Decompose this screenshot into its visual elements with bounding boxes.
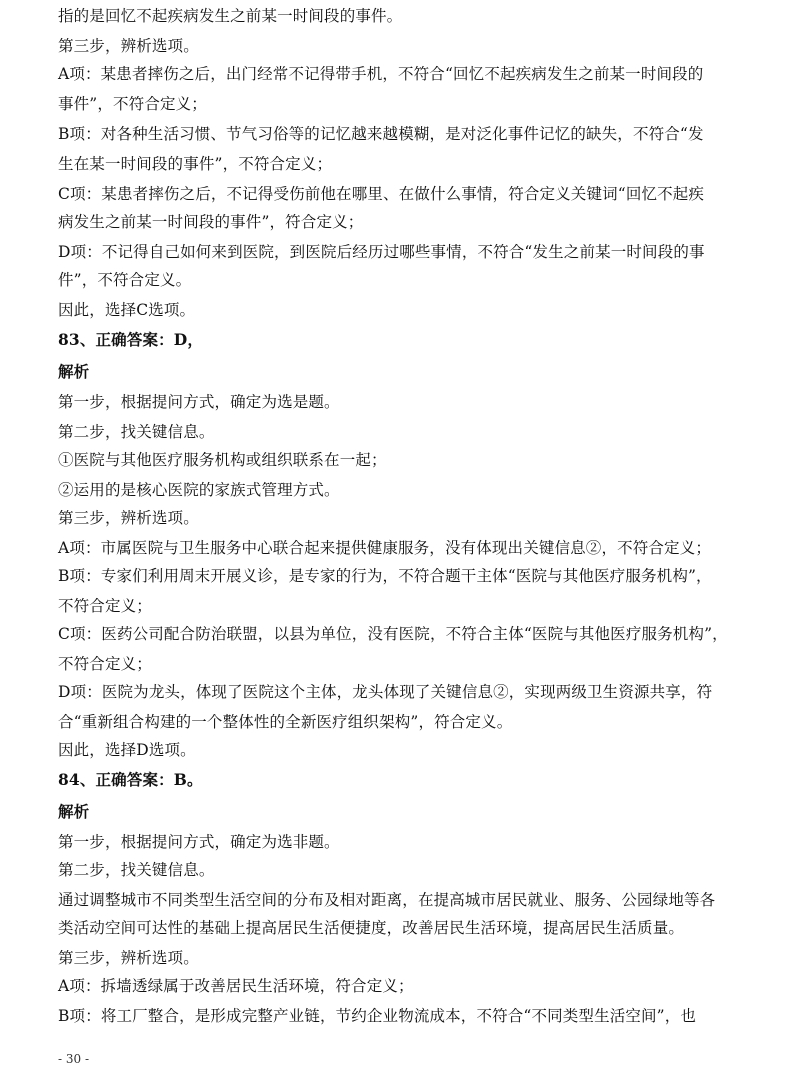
text-line: 第二步，找关键信息。 bbox=[58, 423, 215, 441]
text-line: 事件”，不符合定义； bbox=[58, 95, 207, 113]
text-line: ②运用的是核心医院的家族式管理方式。 bbox=[58, 481, 340, 499]
text-line: C项：某患者摔伤之后，不记得受伤前他在哪里、在做什么事情，符合定义关键词“回忆不起疾 bbox=[58, 185, 705, 203]
text-line: B项：将工厂整合，是形成完整产业链，节约企业物流成本，不符合“不同类型生活空间”，也 bbox=[58, 1007, 697, 1025]
text-line: A项：拆墙透绿属于改善居民生活环境，符合定义； bbox=[58, 977, 414, 995]
text-line: 类活动空间可达性的基础上提高居民生活便捷度，改善居民生活环境，提高居民生活质量。 bbox=[58, 919, 685, 937]
text-line: 第二步，找关键信息。 bbox=[58, 861, 215, 879]
text-line: ①医院与其他医疗服务机构或组织联系在一起； bbox=[58, 451, 387, 469]
text-line: C项：医药公司配合防治联盟，以县为单位，没有医院，不符合主体“医院与其他医疗服务机构”， bbox=[58, 625, 728, 643]
text-line: 生在某一时间段的事件”，不符合定义； bbox=[58, 155, 333, 173]
text-line: 通过调整城市不同类型生活空间的分布及相对距离，在提高城市居民就业、服务、公园绿地等各 bbox=[58, 891, 716, 909]
text-line: 第三步，辨析选项。 bbox=[58, 509, 199, 527]
text-line: 因此，选择D选项。 bbox=[58, 741, 196, 759]
text-line: B项：专家们利用周末开展义诊，是专家的行为，不符合题干主体“医院与其他医疗服务机构”， bbox=[58, 567, 712, 585]
text-line: 不符合定义； bbox=[58, 655, 152, 673]
text-line: 病发生之前某一时间段的事件”，符合定义； bbox=[58, 213, 364, 231]
text-line: D项：医院为龙头，体现了医院这个主体，龙头体现了关键信息②，实现两级卫生资源共享，符 bbox=[58, 683, 713, 701]
section-heading: 84、正确答案：B。 bbox=[58, 770, 203, 789]
page-number: - 30 - bbox=[58, 1052, 90, 1066]
text-line: 第三步，辨析选项。 bbox=[58, 949, 199, 967]
text-line: 指的是回忆不起疾病发生之前某一时间段的事件。 bbox=[58, 7, 403, 25]
text-line: D项：不记得自己如何来到医院，到医院后经历过哪些事情，不符合“发生之前某一时间段的事 bbox=[58, 243, 705, 261]
text-line: A项：市属医院与卫生服务中心联合起来提供健康服务，没有体现出关键信息②，不符合定义； bbox=[58, 539, 711, 557]
section-heading: 解析 bbox=[58, 802, 90, 821]
text-line: 第一步，根据提问方式，确定为选是题。 bbox=[58, 393, 340, 411]
text-line: 件”，不符合定义。 bbox=[58, 271, 192, 289]
text-line: 不符合定义； bbox=[58, 597, 152, 615]
text-line: A项：某患者摔伤之后，出门经常不记得带手机，不符合“回忆不起疾病发生之前某一时间段的 bbox=[58, 65, 704, 83]
text-line: 因此，选择C选项。 bbox=[58, 301, 196, 319]
text-line: 合“重新组合构建的一个整体性的全新医疗组织架构”，符合定义。 bbox=[58, 713, 513, 731]
section-heading: 83、正确答案：D， bbox=[58, 330, 204, 349]
section-heading: 解析 bbox=[58, 362, 90, 381]
text-line: 第三步，辨析选项。 bbox=[58, 37, 199, 55]
text-line: 第一步，根据提问方式，确定为选非题。 bbox=[58, 833, 340, 851]
text-line: B项：对各种生活习惯、节气习俗等的记忆越来越模糊，是对泛化事件记忆的缺失，不符合“发 bbox=[58, 125, 704, 143]
